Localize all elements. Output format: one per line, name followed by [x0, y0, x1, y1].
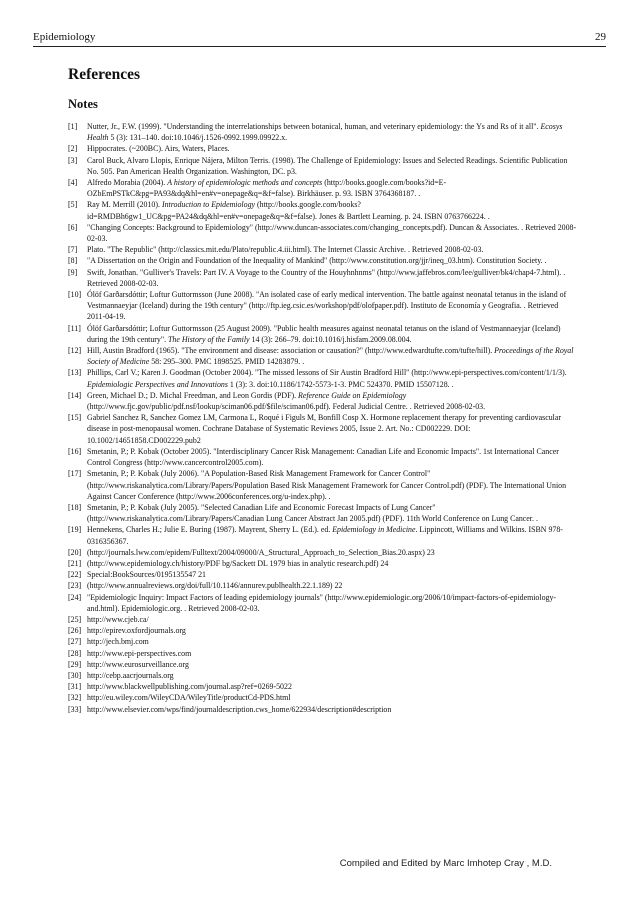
reference-text: http://epirev.oxfordjournals.org	[87, 626, 186, 636]
reference-number: [8]	[68, 256, 78, 266]
reference-number: [27]	[68, 637, 82, 647]
reference-text: 5 (3): 131–140. doi:10.1046/j.1526-0992.1999.09922.x.	[108, 133, 288, 143]
reference-text: Smetanin, P.; P. Kobak (July 2006). "A Population-Based Risk Management Framework for Cancer Control" (http://www.riskanalytica.com/Library/Papers/Population Based Risk Management Framework for Cancer Control.pdf) (PDF). The International Union Against Cancer Conference (http://www.2006conferences.org/u-index.php). .	[87, 469, 567, 501]
reference-note	[68, 367, 578, 389]
reference-note	[68, 547, 578, 558]
reference-text: Hill, Austin Bradford (1965). "The environment and disease: association or causation?" (http://www.edwardtufte.com/tufte/hill).	[87, 346, 495, 356]
reference-text: 14 (3): 266–79. doi:10.1016/j.hisfam.2009.08.004.	[249, 334, 412, 344]
reference-text: Hippocrates. (~200BC). Airs, Waters, Places.	[87, 144, 230, 154]
reference-number: [14]	[68, 390, 82, 400]
reference-note	[68, 199, 578, 221]
reference-number: [11]	[68, 323, 81, 333]
subsection-title: Notes	[68, 97, 98, 111]
reference-number: [3]	[68, 155, 78, 165]
reference-text: http://www.elsevier.com/wps/find/journaldescription.cws_home/622934/description#description	[87, 704, 392, 714]
reference-note	[68, 692, 578, 703]
reference-text: (http://www.epidemiology.ch/history/PDF bg/Sackett DL 1979 bias in analytic research.pdf) 24	[87, 558, 389, 568]
reference-title: Epidemiology in Medicine	[332, 525, 416, 535]
reference-number: [9]	[68, 267, 78, 277]
reference-note	[68, 222, 578, 244]
reference-note	[68, 121, 578, 143]
reference-title: Epidemiologic Perspectives and Innovations	[87, 379, 228, 389]
reference-note	[68, 704, 578, 715]
reference-note	[68, 345, 578, 367]
reference-text: Carol Buck, Alvaro Llopis, Enrique Nájera, Milton Terris. (1998). The Challenge of Epidemiology: Issues and Selected Readings. Scientific Publication No. 505. Pan American Health Organization. Washington, DC. p3.	[87, 155, 568, 176]
reference-text: Phillips, Carl V.; Karen J. Goodman (October 2004). "The missed lessons of Sir Austin Bradford Hill" (http://www.epi-perspectives.com/content/1/1/3).	[87, 368, 567, 378]
reference-text: (http://www.fjc.gov/public/pdf.nsf/lookup/sciman06.pdf/$file/sciman06.pdf). Federal Judicial Centre. . Retrieved 2008-02-03.	[87, 402, 486, 412]
reference-text: http://www.epi-perspectives.com	[87, 648, 192, 658]
reference-note	[68, 558, 578, 569]
page-footer: Compiled and Edited by Marc Imhotep Cray , M.D.	[339, 858, 552, 869]
reference-number: [31]	[68, 682, 82, 692]
reference-text: http://www.blackwellpublishing.com/journal.asp?ref=0269-5022	[87, 682, 292, 692]
reference-text: 1 (3): 3. doi:10.1186/1742-5573-1-3. PMC 524370. PMID 15507128. .	[227, 379, 454, 389]
reference-text: Plato. "The Republic" (http://classics.mit.edu/Plato/republic.4.iii.html). The Internet Classic Archive. . Retrieved 2008-02-03.	[87, 245, 484, 255]
reference-number: [6]	[68, 222, 78, 232]
reference-number: [2]	[68, 144, 78, 154]
reference-number: [4]	[68, 178, 78, 188]
reference-note	[68, 524, 578, 546]
reference-number: [13]	[68, 368, 82, 378]
reference-note	[68, 636, 578, 647]
reference-title: Proceedings of the Royal Society of Medicine	[87, 346, 574, 367]
reference-number: [7]	[68, 245, 78, 255]
reference-text: http://cebp.aacrjournals.org	[87, 670, 174, 680]
reference-number: [16]	[68, 446, 82, 456]
reference-number: [20]	[68, 547, 82, 557]
reference-text: Ólöf Garðarsdóttir; Loftur Guttormsson (June 2008). "An isolated case of early medical intervention. The battle against neonatal tetanus in the island of Vestmannaeyjar (Iceland) during the 19th century" (http://ftp.ieg.csic.es/workshop/pdf/olofpaper.pdf). Instituto de Economía y Geografia. . Retrieved 2011-04-19.	[87, 290, 567, 322]
reference-text: http://jech.bmj.com	[87, 637, 149, 647]
reference-note	[68, 412, 578, 446]
reference-note	[68, 614, 578, 625]
reference-number: [21]	[68, 558, 82, 568]
reference-note	[68, 446, 578, 468]
reference-text: . Lippincott, Williams and Wilkins. ISBN 978-0316356367.	[87, 525, 563, 546]
notes-list	[68, 121, 578, 715]
reference-note	[68, 569, 578, 580]
reference-note	[68, 681, 578, 692]
reference-number: [1]	[68, 122, 78, 131]
reference-note	[68, 390, 578, 412]
reference-number: [10]	[68, 290, 82, 300]
reference-text: Smetanin, P.; P. Kobak (July 2005). "Selected Canadian Life and Economic Forecast Impacts of Lung Cancer" (http://www.riskanalytica.com/Library/Papers/Canadian Lung Cancer Abstract Jan 2005.pdf) (PDF). 11th World Conference on Lung Cancer. .	[87, 502, 538, 524]
reference-note	[68, 267, 578, 289]
reference-note	[68, 648, 578, 659]
reference-text: http://eu.wiley.com/WileyCDA/WileyTitle/productCd-PDS.html	[87, 693, 291, 703]
reference-text: Special:BookSources/0195135547 21	[87, 570, 207, 580]
page-number: 29	[595, 31, 606, 43]
reference-note	[68, 659, 578, 670]
reference-title: A history of epidemiologic methods and concepts	[167, 178, 323, 188]
section-title: References	[68, 66, 141, 83]
reference-note	[68, 289, 578, 323]
reference-text: Alfredo Morabia (2004).	[87, 178, 168, 188]
reference-number: [5]	[68, 200, 78, 210]
reference-number: [30]	[68, 670, 82, 680]
reference-text: Ólöf Garðarsdóttir; Loftur Guttormsson (25 August 2009). "Public health measures against neonatal tetanus on the island of Vestmannaeyjar (Iceland) during the 19th century".	[87, 323, 561, 344]
reference-text: Gabriel Sanchez R, Sanchez Gomez LM, Carmona L, Roqué i Figuls M, Bonfill Cosp X. Hormone replacement therapy for preventing cardiovascular disease in post-menopausal women. Cochrane Database of Systematic Reviews 2005, Issue 2. Art. No.: CD002229. DOI: 10.1002/14651858.CD002229.pub2	[87, 413, 561, 445]
reference-number: [17]	[68, 469, 82, 479]
reference-number: [25]	[68, 614, 82, 624]
reference-text: Hennekens, Charles H.; Julie E. Buring (1987). Mayrent, Sherry L. (Ed.). ed.	[87, 525, 333, 535]
reference-text: "Epidemiologic Inquiry: Impact Factors of leading epidemiology journals" (http://www.epidemiologic.org/2006/10/impact-factors-of-epidemiology-and.html). Epidemiologic.org. . Retrieved 2008-02-03.	[87, 592, 557, 613]
reference-title: The History of the Family	[168, 334, 250, 344]
reference-note	[68, 255, 578, 266]
reference-note	[68, 468, 578, 502]
reference-number: [24]	[68, 592, 82, 602]
reference-number: [23]	[68, 581, 82, 591]
reference-text: Nutter, Jr., F.W. (1999). "Understanding the interrelationships between botanical, human, and veterinary epidemiology: the Ys and Rs of it all".	[87, 122, 541, 131]
reference-text: "A Dissertation on the Origin and Foundation of the Inequality of Mankind" (http://www.constitution.org/jjr/ineq_03.htm). Constitution Society. .	[87, 256, 547, 266]
reference-number: [12]	[68, 346, 82, 356]
reference-number: [26]	[68, 626, 82, 636]
reference-note	[68, 502, 578, 524]
reference-text: (http://journals.lww.com/epidem/Fulltext/2004/09000/A_Structural_Approach_to_Selection_Bias.20.aspx) 23	[87, 547, 435, 557]
reference-text: "Changing Concepts: Background to Epidemiology" (http://www.duncan-associates.com/changing_concepts.pdf). Duncan & Associates. . Retrieved 2008-02-03.	[87, 222, 577, 244]
reference-title: Ecosys Health	[87, 122, 563, 143]
reference-text: Ray M. Merrill (2010).	[87, 200, 162, 210]
reference-note	[68, 592, 578, 614]
reference-number: [33]	[68, 704, 82, 714]
reference-text: (http://books.google.com/books?id=RMDBh6gw1_UC&pg=PA24&dq&hl=en#v=onepage&q=&f=false). Jones & Bartlett Learning. p. 24. ISBN 0763766224. .	[87, 200, 490, 221]
reference-note	[68, 323, 578, 345]
reference-note	[68, 625, 578, 636]
reference-text: 58: 295–300. PMC 1898525. PMID 14283879. .	[149, 357, 305, 367]
reference-note	[68, 580, 578, 591]
reference-text: (http://books.google.com/books?id=E-OZbEmPSTkC&pg=PA93&dq&hl=en#v=onepage&q=&f=false). Birkhäuser. p. 93. ISBN 3764368187. .	[87, 178, 447, 199]
reference-text: Smetanin, P.; P. Kobak (October 2005). "Interdisciplinary Cancer Risk Management: Canadian Life and Economic Impacts". 1st International Cancer Control Congress (http://www.cancercontrol2005.com).	[87, 446, 559, 468]
reference-note	[68, 143, 578, 154]
reference-number: [19]	[68, 525, 82, 535]
reference-note	[68, 670, 578, 681]
reference-text: (http://www.annualreviews.org/doi/full/10.1146/annurev.publhealth.22.1.189) 22	[87, 581, 343, 591]
reference-number: [22]	[68, 570, 82, 580]
running-title: Epidemiology	[33, 31, 96, 43]
reference-text: Swift, Jonathan. "Gulliver's Travels: Part IV. A Voyage to the Country of the Houyhnhnms" (http://www.jaffebros.com/lee/gulliver/bk4/chap4-7.html). . Retrieved 2008-02-03.	[87, 267, 566, 288]
reference-number: [18]	[68, 502, 82, 512]
reference-number: [29]	[68, 659, 82, 669]
reference-number: [32]	[68, 693, 82, 703]
reference-title: Introduction to Epidemiology	[161, 200, 256, 210]
reference-number: [15]	[68, 413, 82, 423]
page-header	[33, 30, 606, 47]
reference-number: [28]	[68, 648, 82, 658]
reference-note	[68, 177, 578, 199]
reference-text: http://www.eurosurveillance.org	[87, 659, 189, 669]
reference-note	[68, 155, 578, 177]
reference-text: Green, Michael D.; D. Michal Freedman, and Leon Gordis (PDF).	[87, 390, 299, 400]
reference-title: Reference Guide on Epidemiology	[298, 390, 407, 400]
reference-text: http://www.cjeb.ca/	[87, 614, 149, 624]
reference-note	[68, 244, 578, 255]
